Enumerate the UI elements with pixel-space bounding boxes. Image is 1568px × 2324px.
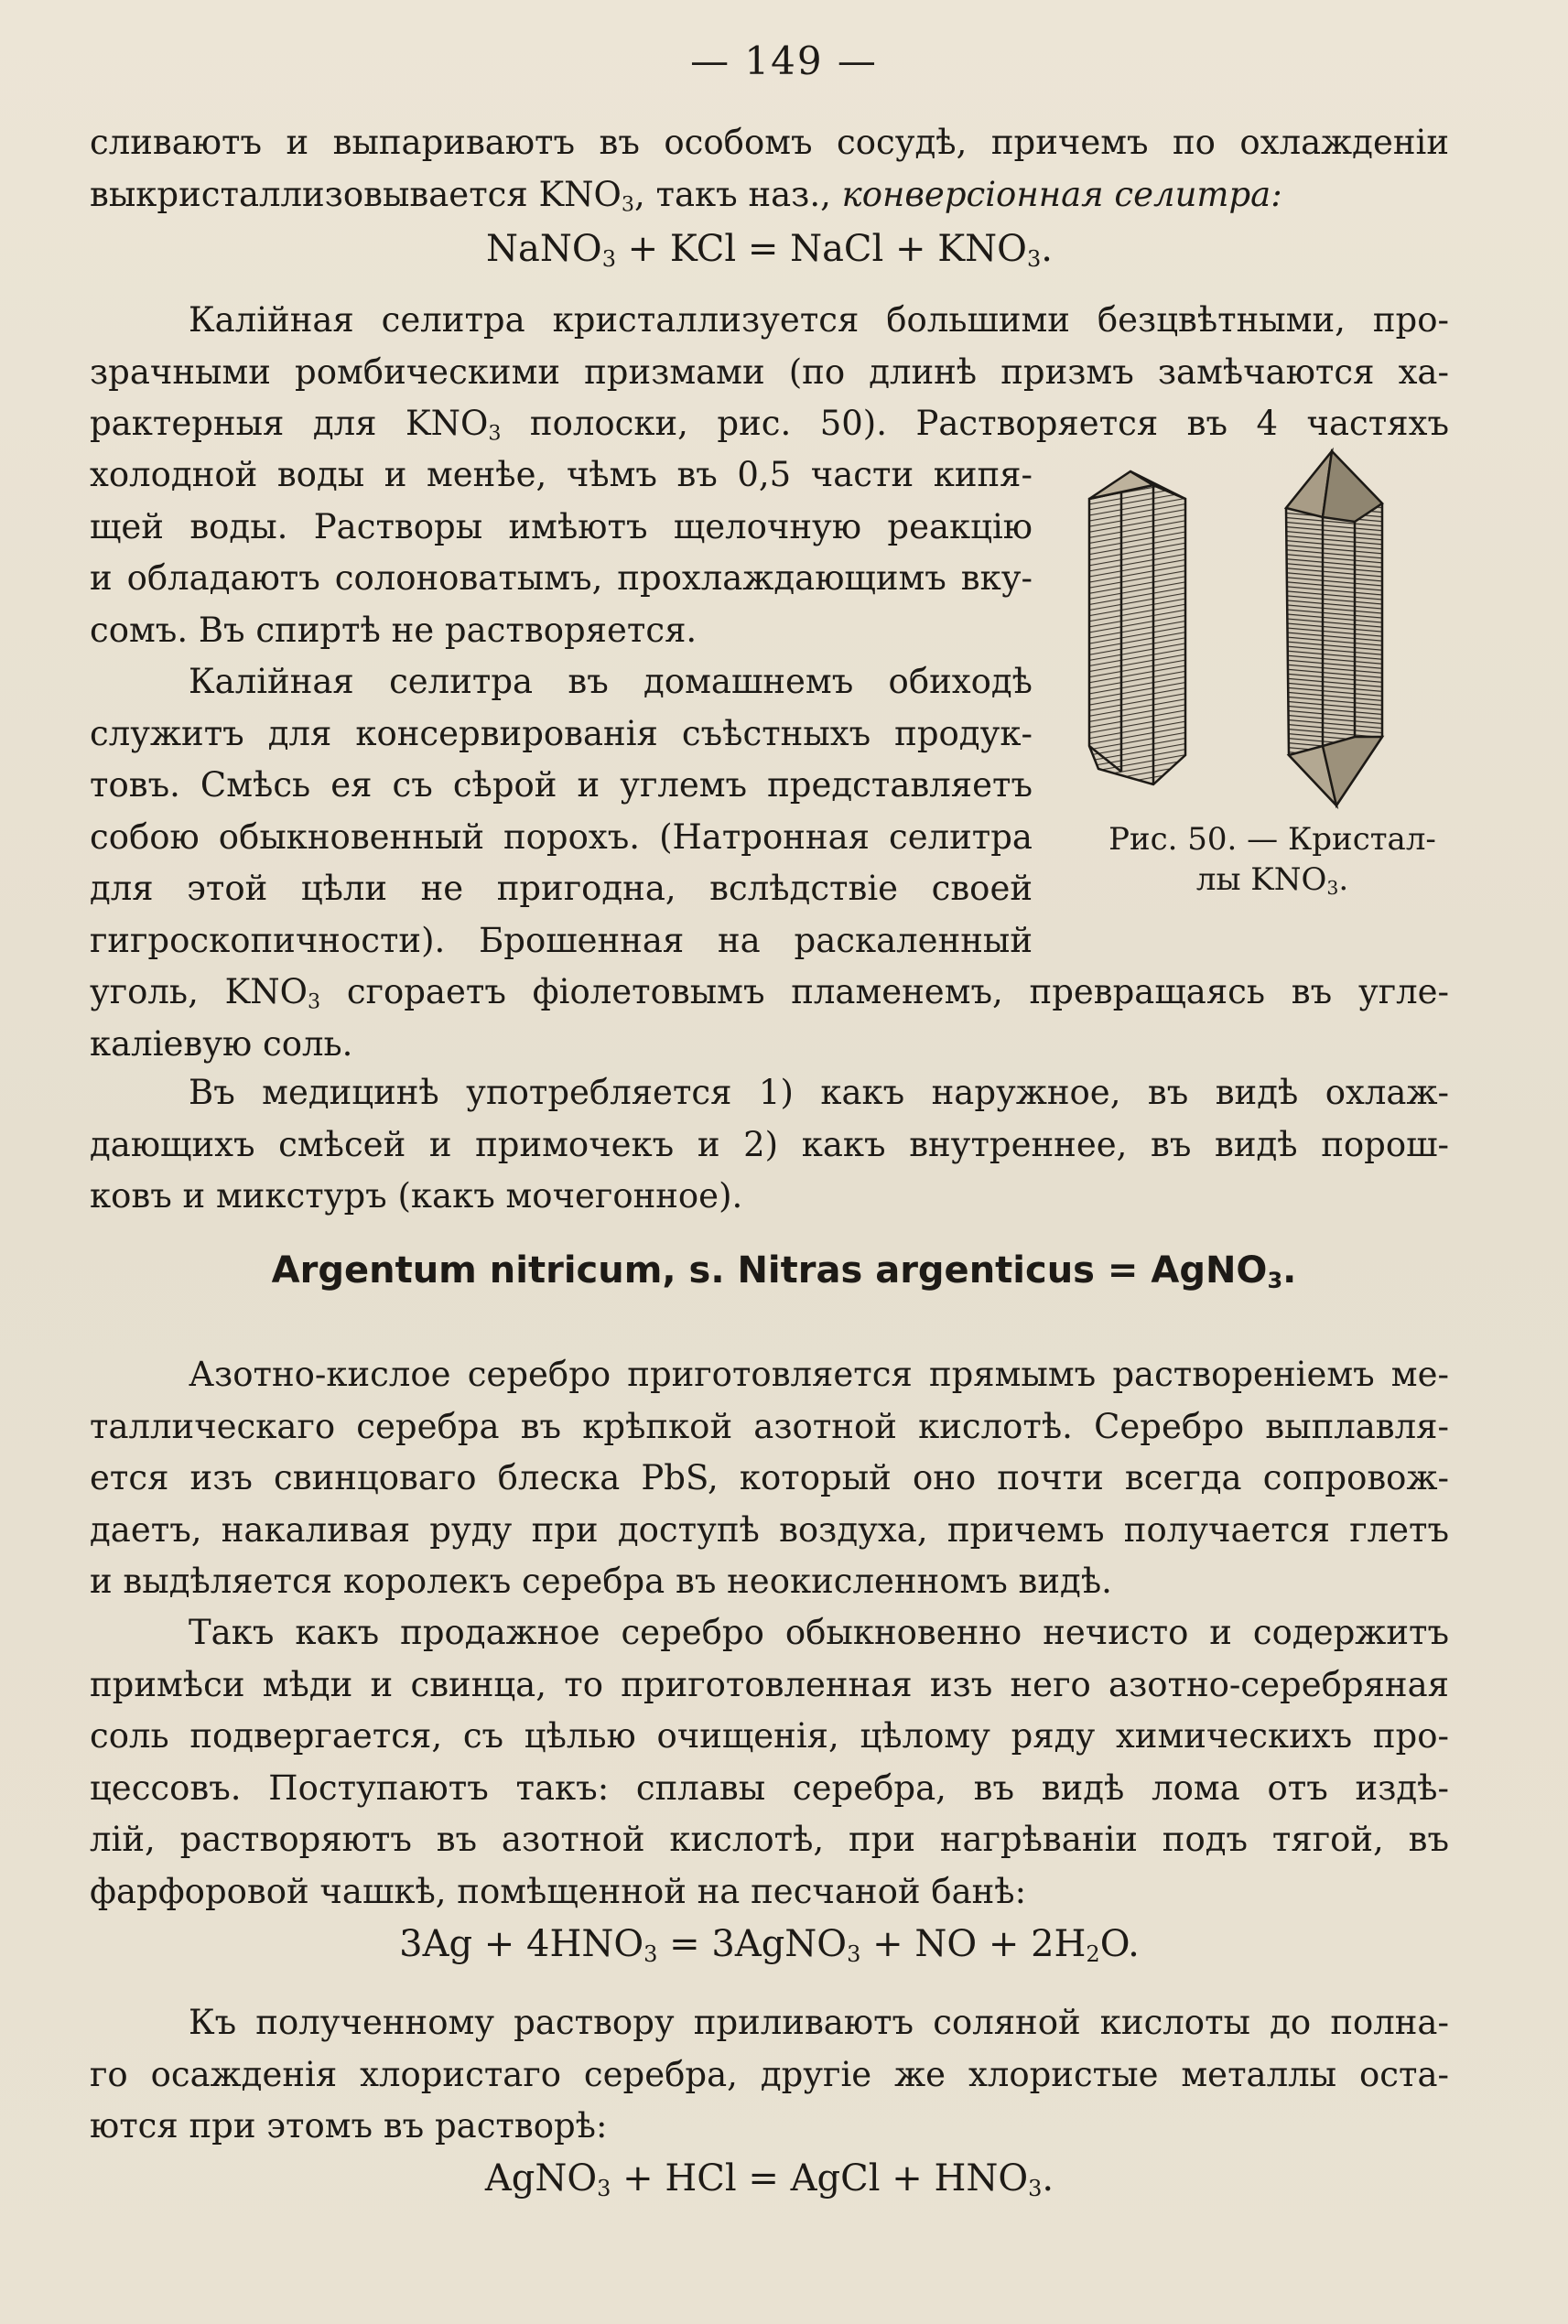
paragraph-1 (90, 117, 1449, 221)
text-line: фарфоровой чашкѣ, помѣщенной на песчаной банѣ: (90, 1871, 1027, 1911)
paragraph-4 (90, 1067, 1449, 1223)
text-line: Въ медицинѣ употребляется 1) какъ наружное, въ видѣ охлаж- (189, 1073, 1449, 1112)
text-line: Азотно-кислое серебро приготовляется прямымъ раствореніемъ ме- (189, 1355, 1449, 1394)
crystals-illustration (1080, 444, 1465, 810)
text-line: примѣси мѣди и свинца, то приготовленная изъ него азотно-серебряная (90, 1664, 1449, 1704)
formula-2: $3Ag + 4HNO_3$ = 3AgNO$_3$ + NO + $2H_2O$. (399, 1923, 1140, 1967)
text-line: служитъ для консервированія съѣстныхъ продук- (90, 713, 1033, 753)
text-line: ются при этомъ въ растворѣ: (90, 2106, 608, 2146)
formula-1: NaNO$_3$ + KCl = NaCl + $KNO_3$. (486, 228, 1053, 272)
text-line: и обладаютъ солоноватымъ, прохлаждающимъ вку- (90, 558, 1033, 598)
text-line: ковъ и микстуръ (какъ мочегонное). (90, 1176, 743, 1216)
text-line: Калійная селитра въ домашнемъ обиходѣ (189, 662, 1033, 701)
text-line: даетъ, накаливая руду при доступѣ воздуха, причемъ получается глетъ (90, 1509, 1449, 1550)
crystal-left (1089, 471, 1185, 784)
text-line: зрачными ромбическими призмами (по длинѣ призмъ замѣчаются ха- (90, 351, 1449, 392)
paragraph-5 (90, 1349, 1449, 1608)
paragraph-7 (90, 1997, 1449, 2153)
text-line: товъ. Смѣсь ея съ сѣрой и углемъ представляетъ (90, 765, 1033, 805)
crystals-figure (1080, 444, 1465, 814)
term-italic: конверсіонная селитра: (841, 174, 1282, 214)
text-line: щей воды. Растворы имѣютъ щелочную реакцію (90, 506, 1033, 546)
crystal-right (1286, 451, 1382, 805)
section-heading: Argentum nitricum, s. Nitras argenticus = AgNO$_3$. (271, 1249, 1297, 1293)
paragraph-3-end (90, 967, 1449, 1070)
text-line: дающихъ смѣсей и примочекъ и 2) какъ внутреннее, въ видѣ порош- (90, 1124, 1449, 1164)
text-line: холодной воды и менѣе, чѣмъ въ 0,5 части кипя- (90, 455, 1033, 494)
text-line: и выдѣляется королекъ серебра въ неокисленномъ видѣ. (90, 1562, 1112, 1601)
paragraph-2 (90, 295, 1449, 450)
text-line: ется изъ свинцоваго блеска PbS, который оно почти всегда сопровож- (90, 1458, 1449, 1497)
text-line: сомъ. Въ спиртѣ не растворяется. (90, 610, 697, 650)
text-line: собою обыкновенный порохъ. (Натронная селитра (90, 816, 1033, 857)
figure-caption: Рис. 50. — Кристал- лы $KNO_3$. (1108, 821, 1436, 900)
text-line: Къ полученному раствору приливаютъ соляной кислоты до полна- (189, 2003, 1449, 2042)
text-line: для этой цѣли не пригодна, вслѣдствіе своей (90, 869, 1033, 908)
text-line: лій, растворяютъ въ азотной кислотѣ, при нагрѣваніи подъ тягой, въ (90, 1820, 1449, 1859)
text-line: го осажденія хлористаго серебра, другіе же хлористые металлы оста- (90, 2054, 1449, 2094)
text-line: выкристаллизовывается $KNO_3$, такъ наз., конверсіонная селитра: (90, 174, 1282, 217)
text-line: рактерныя для $KNO_3$ полоски, рис. 50). Растворяется въ 4 частяхъ (90, 404, 1449, 446)
text-line: гигроскопичности). Брошенная на раскаленный (90, 920, 1033, 960)
text-line: соль подвергается, съ цѣлью очищенія, цѣлому ряду химическихъ про- (90, 1716, 1449, 1756)
text-line: Калійная селитра кристаллизуется большими безцвѣтными, про- (189, 300, 1449, 340)
text-line: каліевую соль. (90, 1023, 353, 1064)
page-number: — 149 — (690, 38, 878, 83)
text-line: Такъ какъ продажное серебро обыкновенно нечисто и содержитъ (189, 1613, 1449, 1652)
formula-3: AgNO$_3$ + HCl = AgCl + $HNO_3$. (484, 2157, 1054, 2201)
text-line: цессовъ. Поступаютъ такъ: сплавы серебра, въ видѣ лома отъ издѣ- (90, 1767, 1449, 1808)
text-line: сливаютъ и выпариваютъ въ особомъ сосудѣ, причемъ по охлажденіи (90, 123, 1449, 162)
wrapped-text-column (90, 449, 1033, 967)
text-line: уголь, $KNO_3$ сгораетъ фіолетовымъ пламенемъ, превращаясь въ угле- (90, 972, 1450, 1014)
text-line: таллическаго серебра въ крѣпкой азотной кислотѣ. Серебро выплавля- (90, 1406, 1449, 1446)
paragraph-6 (90, 1607, 1449, 1918)
